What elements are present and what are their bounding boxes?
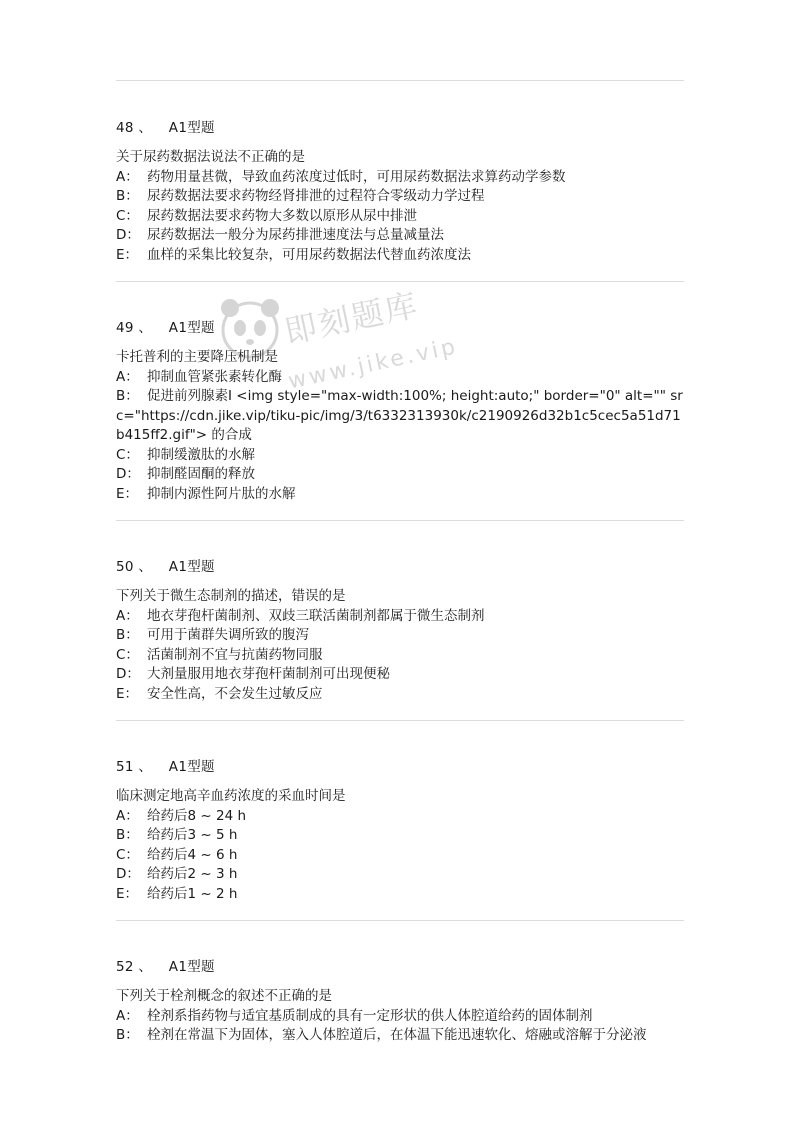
question-separator: 、 (138, 959, 153, 975)
question-51 (116, 757, 688, 904)
question-50 (116, 557, 688, 704)
option-d (116, 665, 688, 685)
divider (116, 80, 684, 81)
option-text: 抑制血管紧张素转化酶 (147, 368, 282, 385)
option-label: C： (116, 446, 139, 463)
option-text: 药物用量甚微，导致血药浓度过低时，可用尿药数据法求算药动学参数 (147, 168, 566, 185)
option-text: 促进前列腺素I <img style="max-width:100%; height:auto;" border="0" alt="" src="https://cdn.jike.vip/tiku-pic/img/3/t6332313930k/c2190926d32b1c5cec5a51d71b415ff2.gif"> 的合成 (116, 388, 683, 443)
option-text: 地衣芽孢杆菌制剂、双歧三联活菌制剂都属于微生态制剂 (147, 607, 485, 624)
option-text: 抑制醛固酮的释放 (147, 466, 255, 482)
question-type: A1型题 (168, 320, 215, 336)
watermark-url: www.jike.vip (286, 334, 461, 395)
question-stem: 关于尿药数据法说法不正确的是 (116, 149, 305, 165)
question-number: 52 (116, 959, 134, 975)
option-d (116, 465, 688, 485)
option-text: 尿药数据法一般分为尿药排泄速度法与总量减量法 (147, 227, 444, 243)
option-label: D： (116, 227, 140, 243)
divider (116, 281, 684, 282)
question-type: A1型题 (168, 120, 215, 136)
option-label: B： (116, 188, 139, 204)
option-text: 给药后8 ~ 24 h (147, 807, 247, 824)
option-b (116, 387, 688, 446)
option-label: B： (116, 1027, 139, 1043)
option-d (116, 226, 688, 246)
divider (116, 520, 684, 521)
watermark-text: 即刻题库 (281, 285, 423, 352)
question-separator: 、 (138, 559, 153, 575)
option-label: D： (116, 466, 140, 482)
question-header (116, 957, 688, 977)
question-type: A1型题 (168, 759, 215, 775)
question-separator: 、 (138, 759, 153, 775)
option-c (116, 207, 688, 227)
option-c (116, 646, 688, 666)
option-text: 栓剂系指药物与适宜基质制成的具有一定形状的供人体腔道给药的固体制剂 (147, 1007, 593, 1024)
option-label: B： (116, 827, 139, 843)
option-d (116, 865, 688, 885)
question-type: A1型题 (168, 959, 215, 975)
option-text: 栓剂在常温下为固体，塞入人体腔道后，在体温下能迅速软化、熔融或溶解于分泌液 (147, 1027, 647, 1043)
option-label: E： (116, 485, 139, 502)
option-text: 抑制内源性阿片肽的水解 (147, 485, 296, 502)
question-49 (116, 318, 688, 504)
option-label: E： (116, 885, 139, 902)
option-text: 可用于菌群失调所致的腹泻 (147, 627, 309, 643)
option-label: B： (116, 627, 139, 643)
option-text: 给药后2 ~ 3 h (147, 866, 238, 882)
question-number: 51 (116, 759, 134, 775)
question-separator: 、 (138, 320, 153, 336)
option-label: A： (116, 807, 139, 824)
question-number: 49 (116, 320, 134, 336)
option-text: 活菌制剂不宜与抗菌药物同服 (147, 646, 323, 663)
option-label: A： (116, 1007, 139, 1024)
option-e (116, 485, 688, 505)
question-stem: 下列关于栓剂概念的叙述不正确的是 (116, 988, 332, 1004)
option-text: 尿药数据法要求药物大多数以原形从尿中排泄 (147, 207, 417, 224)
divider (116, 920, 684, 921)
question-stem: 临床测定地高辛血药浓度的采血时间是 (116, 788, 346, 804)
option-text: 大剂量服用地衣芽孢杆菌制剂可出现便秘 (147, 666, 390, 682)
question-header (116, 318, 688, 338)
option-label: D： (116, 866, 140, 882)
question-stem: 卡托普利的主要降压机制是 (116, 349, 278, 365)
question-number: 48 (116, 120, 134, 136)
question-48 (116, 118, 688, 265)
question-separator: 、 (138, 120, 153, 136)
option-label: D： (116, 666, 140, 682)
question-52 (116, 957, 688, 1046)
option-text: 给药后3 ~ 5 h (147, 827, 238, 843)
option-label: A： (116, 607, 139, 624)
option-label: A： (116, 168, 139, 185)
question-stem: 下列关于微生态制剂的描述，错误的是 (116, 588, 346, 604)
option-b (116, 187, 688, 207)
option-e (116, 685, 688, 705)
option-text: 血样的采集比较复杂，可用尿药数据法代替血药浓度法 (147, 246, 471, 263)
option-b (116, 826, 688, 846)
option-label: C： (116, 846, 139, 863)
option-label: E： (116, 685, 139, 702)
option-text: 给药后4 ~ 6 h (147, 846, 238, 863)
option-text: 尿药数据法要求药物经肾排泄的过程符合零级动力学过程 (147, 188, 485, 204)
option-label: C： (116, 207, 139, 224)
option-e (116, 246, 688, 266)
question-header (116, 118, 688, 138)
divider (116, 720, 684, 721)
option-text: 安全性高，不会发生过敏反应 (147, 685, 323, 702)
question-number: 50 (116, 559, 134, 575)
option-label: C： (116, 646, 139, 663)
option-label: A： (116, 368, 139, 385)
option-text: 抑制缓激肽的水解 (147, 446, 255, 463)
option-label: E： (116, 246, 139, 263)
option-label: B： (116, 388, 139, 404)
option-a (116, 807, 688, 827)
option-b (116, 626, 688, 646)
option-a (116, 168, 688, 188)
option-c (116, 446, 688, 466)
option-text: 给药后1 ~ 2 h (147, 885, 238, 902)
option-e (116, 885, 688, 905)
question-type: A1型题 (168, 559, 215, 575)
option-a (116, 607, 688, 627)
option-a (116, 368, 688, 388)
question-header (116, 557, 688, 577)
question-header (116, 757, 688, 777)
option-c (116, 846, 688, 866)
option-b (116, 1026, 688, 1046)
option-a (116, 1007, 688, 1027)
